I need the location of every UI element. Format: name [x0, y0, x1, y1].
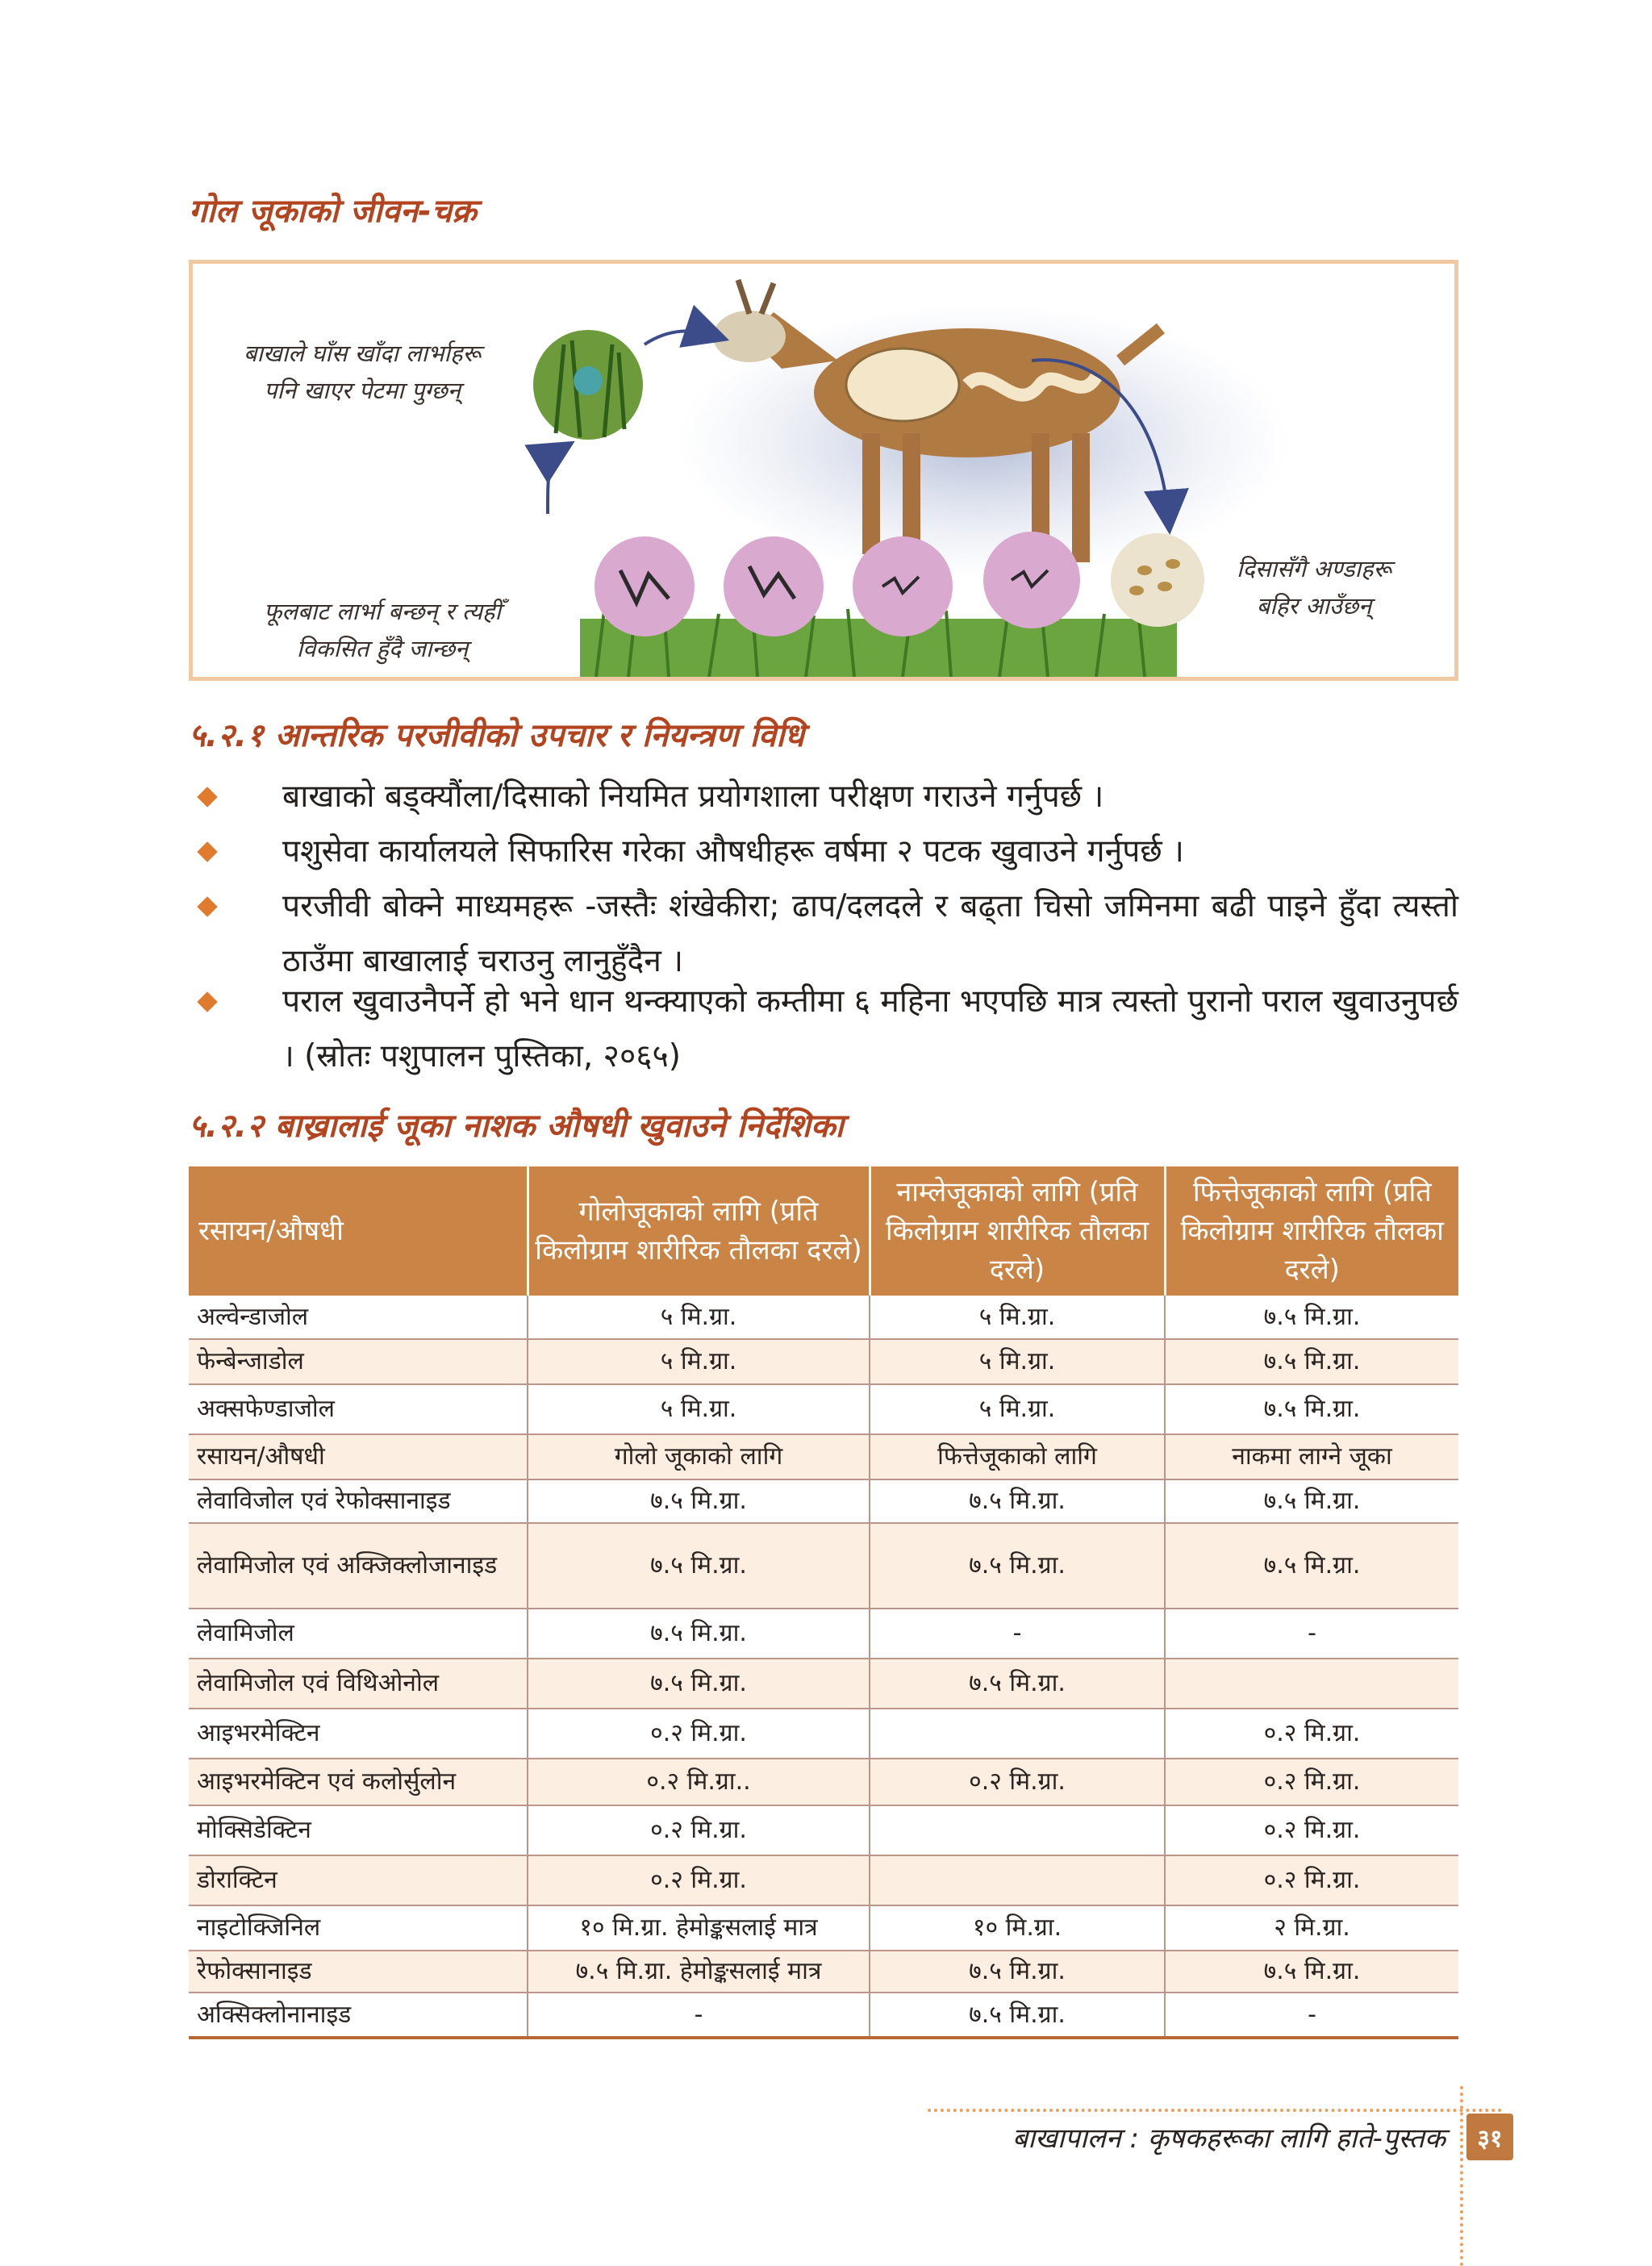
caption-larvae-line-2: विकसित हुँदै जान्छन् [296, 635, 469, 662]
table-cell: ०.२ मि.ग्रा. [1165, 1855, 1458, 1905]
table-cell [870, 1709, 1165, 1759]
table-cell: मोक्सिडेक्टिन [189, 1805, 528, 1855]
table-cell [870, 1805, 1165, 1855]
life-cycle-figure [189, 260, 1458, 681]
table-cell: १० मि.ग्रा. [870, 1905, 1165, 1951]
table-cell: ५ मि.ग्रा. [528, 1339, 870, 1384]
table-cell: - [1165, 1993, 1458, 2038]
caption-eggs-line-1: दिसासँगै अण्डाहरू [1236, 555, 1392, 582]
table-cell [1165, 1659, 1458, 1709]
table-cell: नाइटोक्जिनिल [189, 1905, 528, 1951]
bullet-diamond-icon [197, 991, 217, 1012]
table-cell: - [528, 1993, 870, 2038]
bullet-item: पशुसेवा कार्यालयले सिफारिस गरेका औषधीहरू वर्षमा २ पटक खुवाउने गर्नुपर्छ । [282, 833, 1184, 870]
table-cell: - [870, 1609, 1165, 1659]
table-row [189, 1951, 1458, 1993]
table-cell: लेवामिजोल [189, 1609, 528, 1659]
footer-dotted-rule [928, 2109, 1502, 2112]
table-cell: ७.५ मि.ग्रा. [870, 1479, 1165, 1523]
table-cell: २ मि.ग्रा. [1165, 1905, 1458, 1951]
table-cell: ७.५ मि.ग्रा. [870, 1993, 1165, 2038]
table-cell: ५ मि.ग्रा. [870, 1384, 1165, 1434]
caption-eggs-line-2: बहिर आउँछन् [1256, 592, 1372, 620]
stage-circle-4 [983, 532, 1080, 628]
caption-grass-line-2: पनि खाएर पेटमा पुग्छन् [264, 377, 461, 404]
arrow-to-goat [645, 331, 717, 344]
table-cell: ०.२ मि.ग्रा. [1165, 1709, 1458, 1759]
table-cell: ५ मि.ग्रा. [870, 1339, 1165, 1384]
table-cell: ५ मि.ग्रा. [528, 1296, 870, 1339]
table-cell: लेवामिजोल एवं अक्जिक्लोजानाइड [189, 1523, 528, 1609]
table-cell: ७.५ मि.ग्रा. [870, 1523, 1165, 1609]
table-cell: ७.५ मि.ग्रा. [528, 1523, 870, 1609]
table-row [189, 1434, 1458, 1479]
table-row [189, 1709, 1458, 1759]
header-roundworm: गोलोजूकाको लागि (प्रति किलोग्राम शारीरिक तौलका दरले) [528, 1166, 870, 1296]
table-cell: ७.५ मि.ग्रा. [1165, 1523, 1458, 1609]
table-cell: ७.५ मि.ग्रा. [1165, 1339, 1458, 1384]
table-header-row [189, 1166, 1458, 1296]
dosage-table [189, 1166, 1458, 2039]
table-cell: ७.५ मि.ग्रा. हेमोङ्कसलाई मात्र [528, 1951, 870, 1993]
table-row [189, 1905, 1458, 1951]
table-cell: ७.५ मि.ग्रा. [528, 1659, 870, 1709]
table-row [189, 1855, 1458, 1905]
table-cell: ०.२ मि.ग्रा. [528, 1709, 870, 1759]
table-cell: लेवाविजोल एवं रेफोक्सानाइड [189, 1479, 528, 1523]
footer-dotted-vertical [1460, 2086, 1463, 2266]
table-row [189, 1759, 1458, 1805]
bullet-diamond-icon [197, 841, 217, 862]
caption-grass [225, 335, 499, 409]
header-fluke: नाम्लेजूकाको लागि (प्रति किलोग्राम शारीरिक तौलका दरले) [870, 1166, 1165, 1296]
table-cell: ७.५ मि.ग्रा. [1165, 1951, 1458, 1993]
table-cell: गोलो जूकाको लागि [528, 1434, 870, 1479]
table-row [189, 1339, 1458, 1384]
table-cell: रसायन/औषधी [189, 1434, 528, 1479]
table-cell: डोराक्टिन [189, 1855, 528, 1905]
table-cell: ७.५ मि.ग्रा. [1165, 1384, 1458, 1434]
table-row [189, 1659, 1458, 1709]
table-row [189, 1479, 1458, 1523]
table-row [189, 1805, 1458, 1855]
table-cell: रेफोक्सानाइड [189, 1951, 528, 1993]
bullet-item: पराल खुवाउनैपर्ने हो भने धान थन्क्याएको कम्तीमा ६ महिना भएपछि मात्र त्यस्तो पुरानो पराल खुवाउनुपर्छ । (स्रोतः पशुपालन पुस्तिका, २०६५) [282, 983, 1458, 1075]
egg-circle [1111, 533, 1204, 627]
caption-larvae-line-1: फूलबाट लार्भा बन्छन् र त्यहीँ [264, 598, 501, 625]
caption-eggs [1193, 550, 1435, 624]
table-cell: अल्वेन्डाजोल [189, 1296, 528, 1339]
table-cell [870, 1855, 1165, 1905]
caption-larvae [225, 593, 540, 667]
table-cell: अक्सिक्लोनानाइड [189, 1993, 528, 2038]
caption-grass-line-1: बाखाले घाँस खाँदा लार्भाहरू [243, 340, 482, 367]
section-5-2-1-title: ५.२.१ आन्तरिक परजीवीको उपचार र नियन्त्रण विधि [189, 717, 805, 754]
table-cell: ७.५ मि.ग्रा. [870, 1951, 1165, 1993]
stage-circle-1 [594, 536, 695, 636]
table-cell: ७.५ मि.ग्रा. [528, 1479, 870, 1523]
table-cell: ०.२ मि.ग्रा. [528, 1855, 870, 1905]
bullet-item: बाखाको बड्क्यौंला/दिसाको नियमित प्रयोगशाला परीक्षण गराउने गर्नुपर्छ । [282, 778, 1104, 815]
page-number: ३१ [1466, 2114, 1513, 2160]
table-row [189, 1609, 1458, 1659]
table-cell: आइभरमेक्टिन [189, 1709, 528, 1759]
table-cell: १० मि.ग्रा. हेमोङ्कसलाई मात्र [528, 1905, 870, 1951]
table-cell: लेवामिजोल एवं विथिओनोल [189, 1659, 528, 1709]
table-cell: ०.२ मि.ग्रा. [1165, 1759, 1458, 1805]
header-tapeworm: फित्तेजूकाको लागि (प्रति किलोग्राम शारीरिक तौलका दरले) [1165, 1166, 1458, 1296]
bullet-diamond-icon [197, 787, 217, 807]
figure-title: गोल जूकाको जीवन-चक्र [189, 193, 477, 230]
table-cell: ५ मि.ग्रा. [528, 1384, 870, 1434]
header-chemical: रसायन/औषधी [189, 1166, 528, 1296]
table-cell: ७.५ मि.ग्रा. [1165, 1296, 1458, 1339]
bullet-diamond-icon [197, 896, 217, 916]
table-row [189, 1993, 1458, 2038]
table-cell: ०.२ मि.ग्रा. [528, 1805, 870, 1855]
grass-larvae-circle [533, 330, 643, 440]
table-cell: ५ मि.ग्रा. [870, 1296, 1165, 1339]
table-cell: अक्सफेण्डाजोल [189, 1384, 528, 1434]
table-cell: फित्तेजूकाको लागि [870, 1434, 1165, 1479]
table-cell: आइभरमेक्टिन एवं कलोर्सुलोन [189, 1759, 528, 1805]
table-row [189, 1523, 1458, 1609]
table-cell: नाकमा लाग्ने जूका [1165, 1434, 1458, 1479]
arrow-to-grass [548, 448, 564, 514]
table-cell: ०.२ मि.ग्रा. [870, 1759, 1165, 1805]
table-row [189, 1384, 1458, 1434]
footer-book-title: बाखापालन : कृषकहरूका लागि हाते-पुस्तक [1012, 2122, 1446, 2155]
stage-circle-2 [724, 536, 824, 636]
table-cell: - [1165, 1609, 1458, 1659]
bullet-item: परजीवी बोक्ने माध्यमहरू -जस्तैः शंखेकीरा; ढाप/दलदले र बढ्ता चिसो जमिनमा बढी पाइने हुँदा त्यस्तो ठाउँमा बाखालाई चराउनु लानुहुँदैन । [282, 888, 1458, 979]
table-cell: ७.५ मि.ग्रा. [528, 1609, 870, 1659]
table-cell: ०.२ मि.ग्रा. [1165, 1805, 1458, 1855]
stage-circle-3 [853, 536, 953, 636]
table-row [189, 1296, 1458, 1339]
table-cell: ०.२ मि.ग्रा.. [528, 1759, 870, 1805]
table-cell: ७.५ मि.ग्रा. [870, 1659, 1165, 1709]
section-5-2-2-title: ५.२.२ बाख्रालाई जूका नाशक औषधी खुवाउने निर्देशिका [189, 1108, 844, 1145]
table-cell: ७.५ मि.ग्रा. [1165, 1479, 1458, 1523]
table-cell: फेन्बेन्जाडोल [189, 1339, 528, 1384]
